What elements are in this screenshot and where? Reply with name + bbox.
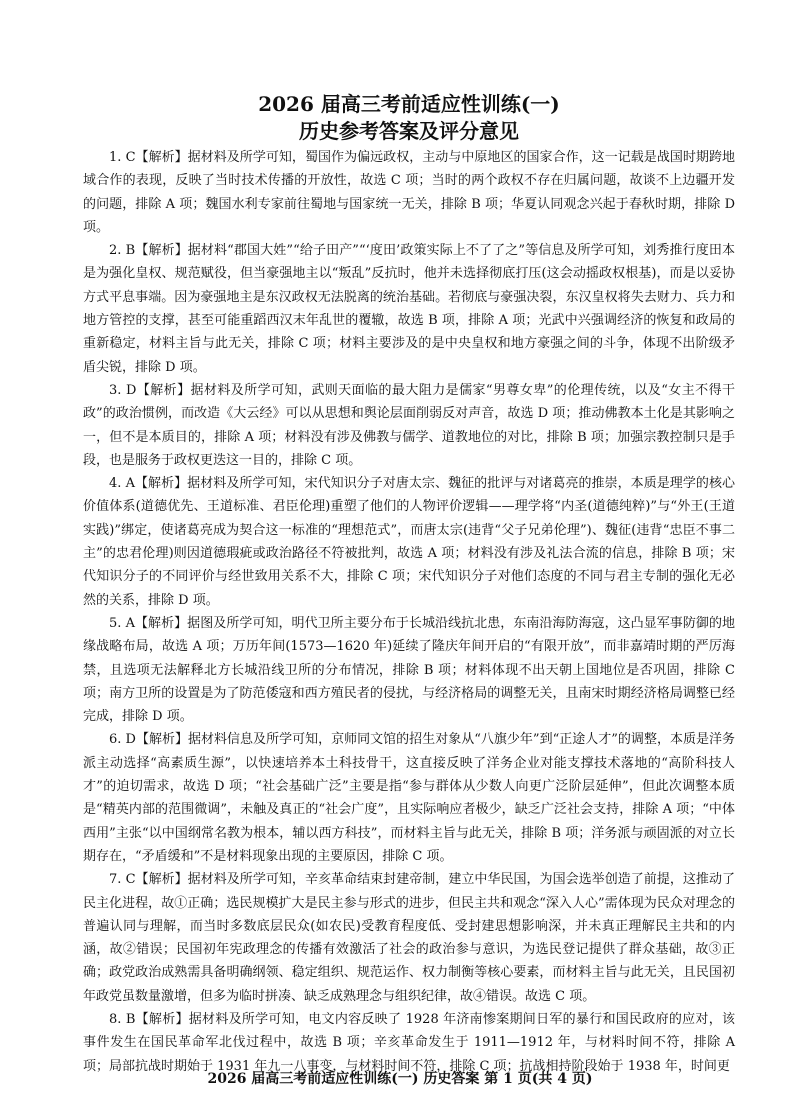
answer-item-8: 8. B【解析】据材料及所学可知，电文内容反映了 1928 年济南惨案期间日军的暴行和国民政府的应对，该事件发生在国民革命军北伐过程中，故选 B 项；辛亥革命发生于 1911—1912 年，与材料时间不符，排除 A 项；局部抗战时期始于 1931 年九一八事变，与材料时间不符，排除 C 项；抗战相持阶段始于 1938 年，时间更 — [83, 1011, 735, 1074]
answer-item-7: 7. C【解析】据材料及所学可知，辛亥革命结束封建帝制，建立中华民国，为国会选举创造了前提，这推动了民主化进程，故①正确；选民规模扩大是民主参与形式的进步，但民主共和观念“深入人心”需体现为民众对理念的普遍认同与理解，而当时多数底层民众(如农民)受教育程度低、受封建思想影响深，并未真正理解民主共和的内涵，故②错误；民国初年宪政理念的传播有效激活了社会的政治参与意识，为选民登记提供了群众基础，故③正确；政党政治成熟需具备明确纲领、稳定组织、规范运作、权力制衡等核心要素，而材料主旨与此无关，且民国初年政党虽数量激增，但多为临时拼凑、缺乏成熟理念与组织纪律，故④错误。故选 C 项。 — [83, 872, 735, 1004]
answer-item-3: 3. D【解析】据材料及所学可知，武则天面临的最大阻力是儒家“男尊女卑”的伦理传统，以及“女主不得干政”的政治惯例，而改造《大云经》可以从思想和舆论层面削弱反对声音，故选 D 项；推动佛教本土化是其影响之一，但不是本质目的，排除 A 项；材料没有涉及佛教与儒学、道教地位的对比，排除 B 项；加强宗教控制只是手段，也是服务于政权更迭这一目的，排除 C 项。 — [83, 382, 735, 468]
answer-item-5: 5. A【解析】据图及所学可知，明代卫所主要分布于长城沿线抗北患，东南沿海防海寇，这凸显军事防御的地缘战略布局，故选 A 项；万历年间(1573—1620 年)延续了隆庆年间开启的“有限开放”，而非嘉靖时期的严厉海禁，且选项无法解释北方长城沿线卫所的分布情况，排除 B 项；材料体现不出天朝上国地位是否巩固，排除 C 项；南方卫所的设置是为了防范倭寇和西方殖民者的侵扰，与经济格局的调整无关，且南宋时期经济格局调整已经完成，排除 D 项。 — [83, 615, 735, 725]
page-footer: 2026 届高三考前适应性训练(一) 历史答案 第 1 页(共 4 页) — [207, 1071, 593, 1087]
answer-item-2: 2. B【解析】据材料“郡国大姓”“给子田产”“‘度田’政策实际上不了了之”等信息及所学可知，刘秀推行度田本是为强化皇权、规范赋役，但当豪强地主以“叛乱”反抗时，他并未选择彻底打压(这会动摇政权根基)，而是以妥协方式平息事端。因为豪强地主是东汉政权无法脱离的统治基础。若彻底与豪强决裂，东汉皇权将失去财力、兵力和地方管控的支撑，甚至可能重蹈西汉末年乱世的覆辙，故选 B 项，排除 A 项；光武中兴强调经济的恢复和政局的重新稳定，材料主旨与此无关，排除 C 项；材料主要涉及的是中央皇权和地方豪强之间的斗争，体现不出阶级矛盾尖锐，排除 D 项。 — [83, 243, 735, 375]
document-subtitle: 历史参考答案及评分意见 — [299, 119, 519, 143]
answer-item-1: 1. C【解析】据材料及所学可知，蜀国作为偏远政权，主动与中原地区的国家合作，这一记载是战国时期跨地域合作的表现，反映了当时技术传播的开放性，故选 C 项；当时的两个政权不存在归属问题，故谈不上边疆开发的问题，排除 A 项；魏国水利专家前往蜀地与国家统一无关，排除 B 项；华夏认同观念兴起于春秋时期，排除 D 项。 — [83, 150, 735, 235]
answer-item-4: 4. A【解析】据材料及所学可知，宋代知识分子对唐太宗、魏征的批评与对诸葛亮的推崇，本质是理学的核心价值体系(道德优先、王道标准、君臣伦理)重塑了他们的人物评价逻辑——理学将“内圣(道德纯粹)”与“外王(王道实践)”绑定，使诸葛亮成为契合这一标准的“理想范式”，而唐太宗(违背“父子兄弟伦理”)、魏征(违背“忠臣不事二主”的忠君伦理)则因道德瑕疵或政治路径不符被批判，故选 A 项；材料没有涉及礼法合流的信息，排除 B 项；宋代知识分子的不同评价与经世致用关系不大，排除 C 项；宋代知识分子对他们态度的不同与君主专制的强化无必然的关系，排除 D 项。 — [83, 476, 735, 608]
document-title: 2026 届高三考前适应性训练(一) — [258, 92, 560, 116]
answer-item-6: 6. D【解析】据材料信息及所学可知，京师同文馆的招生对象从“八旗少年”到“正途人才”的调整，本质是洋务派主动选择“高素质生源”，以快速培养本土科技骨干，这直接反映了洋务企业对能支撑技术落地的“高阶科技人才”的迫切需求，故选 D 项；“社会基础广泛”主要是指“参与群体从少数人向更广泛阶层延伸”，但此次调整本质是“精英内部的范围微调”，未触及真正的“社会广度”，且实际响应者极少，缺乏广泛社会支持，排除 A 项；“中体西用”主张“以中国纲常名教为根本，辅以西方科技”，而材料主旨与此无关，排除 B 项；洋务派与顽固派的对立长期存在，“矛盾缓和”不是材料现象出现的主要原因，排除 C 项。 — [83, 732, 735, 864]
answer-list — [83, 146, 735, 1078]
